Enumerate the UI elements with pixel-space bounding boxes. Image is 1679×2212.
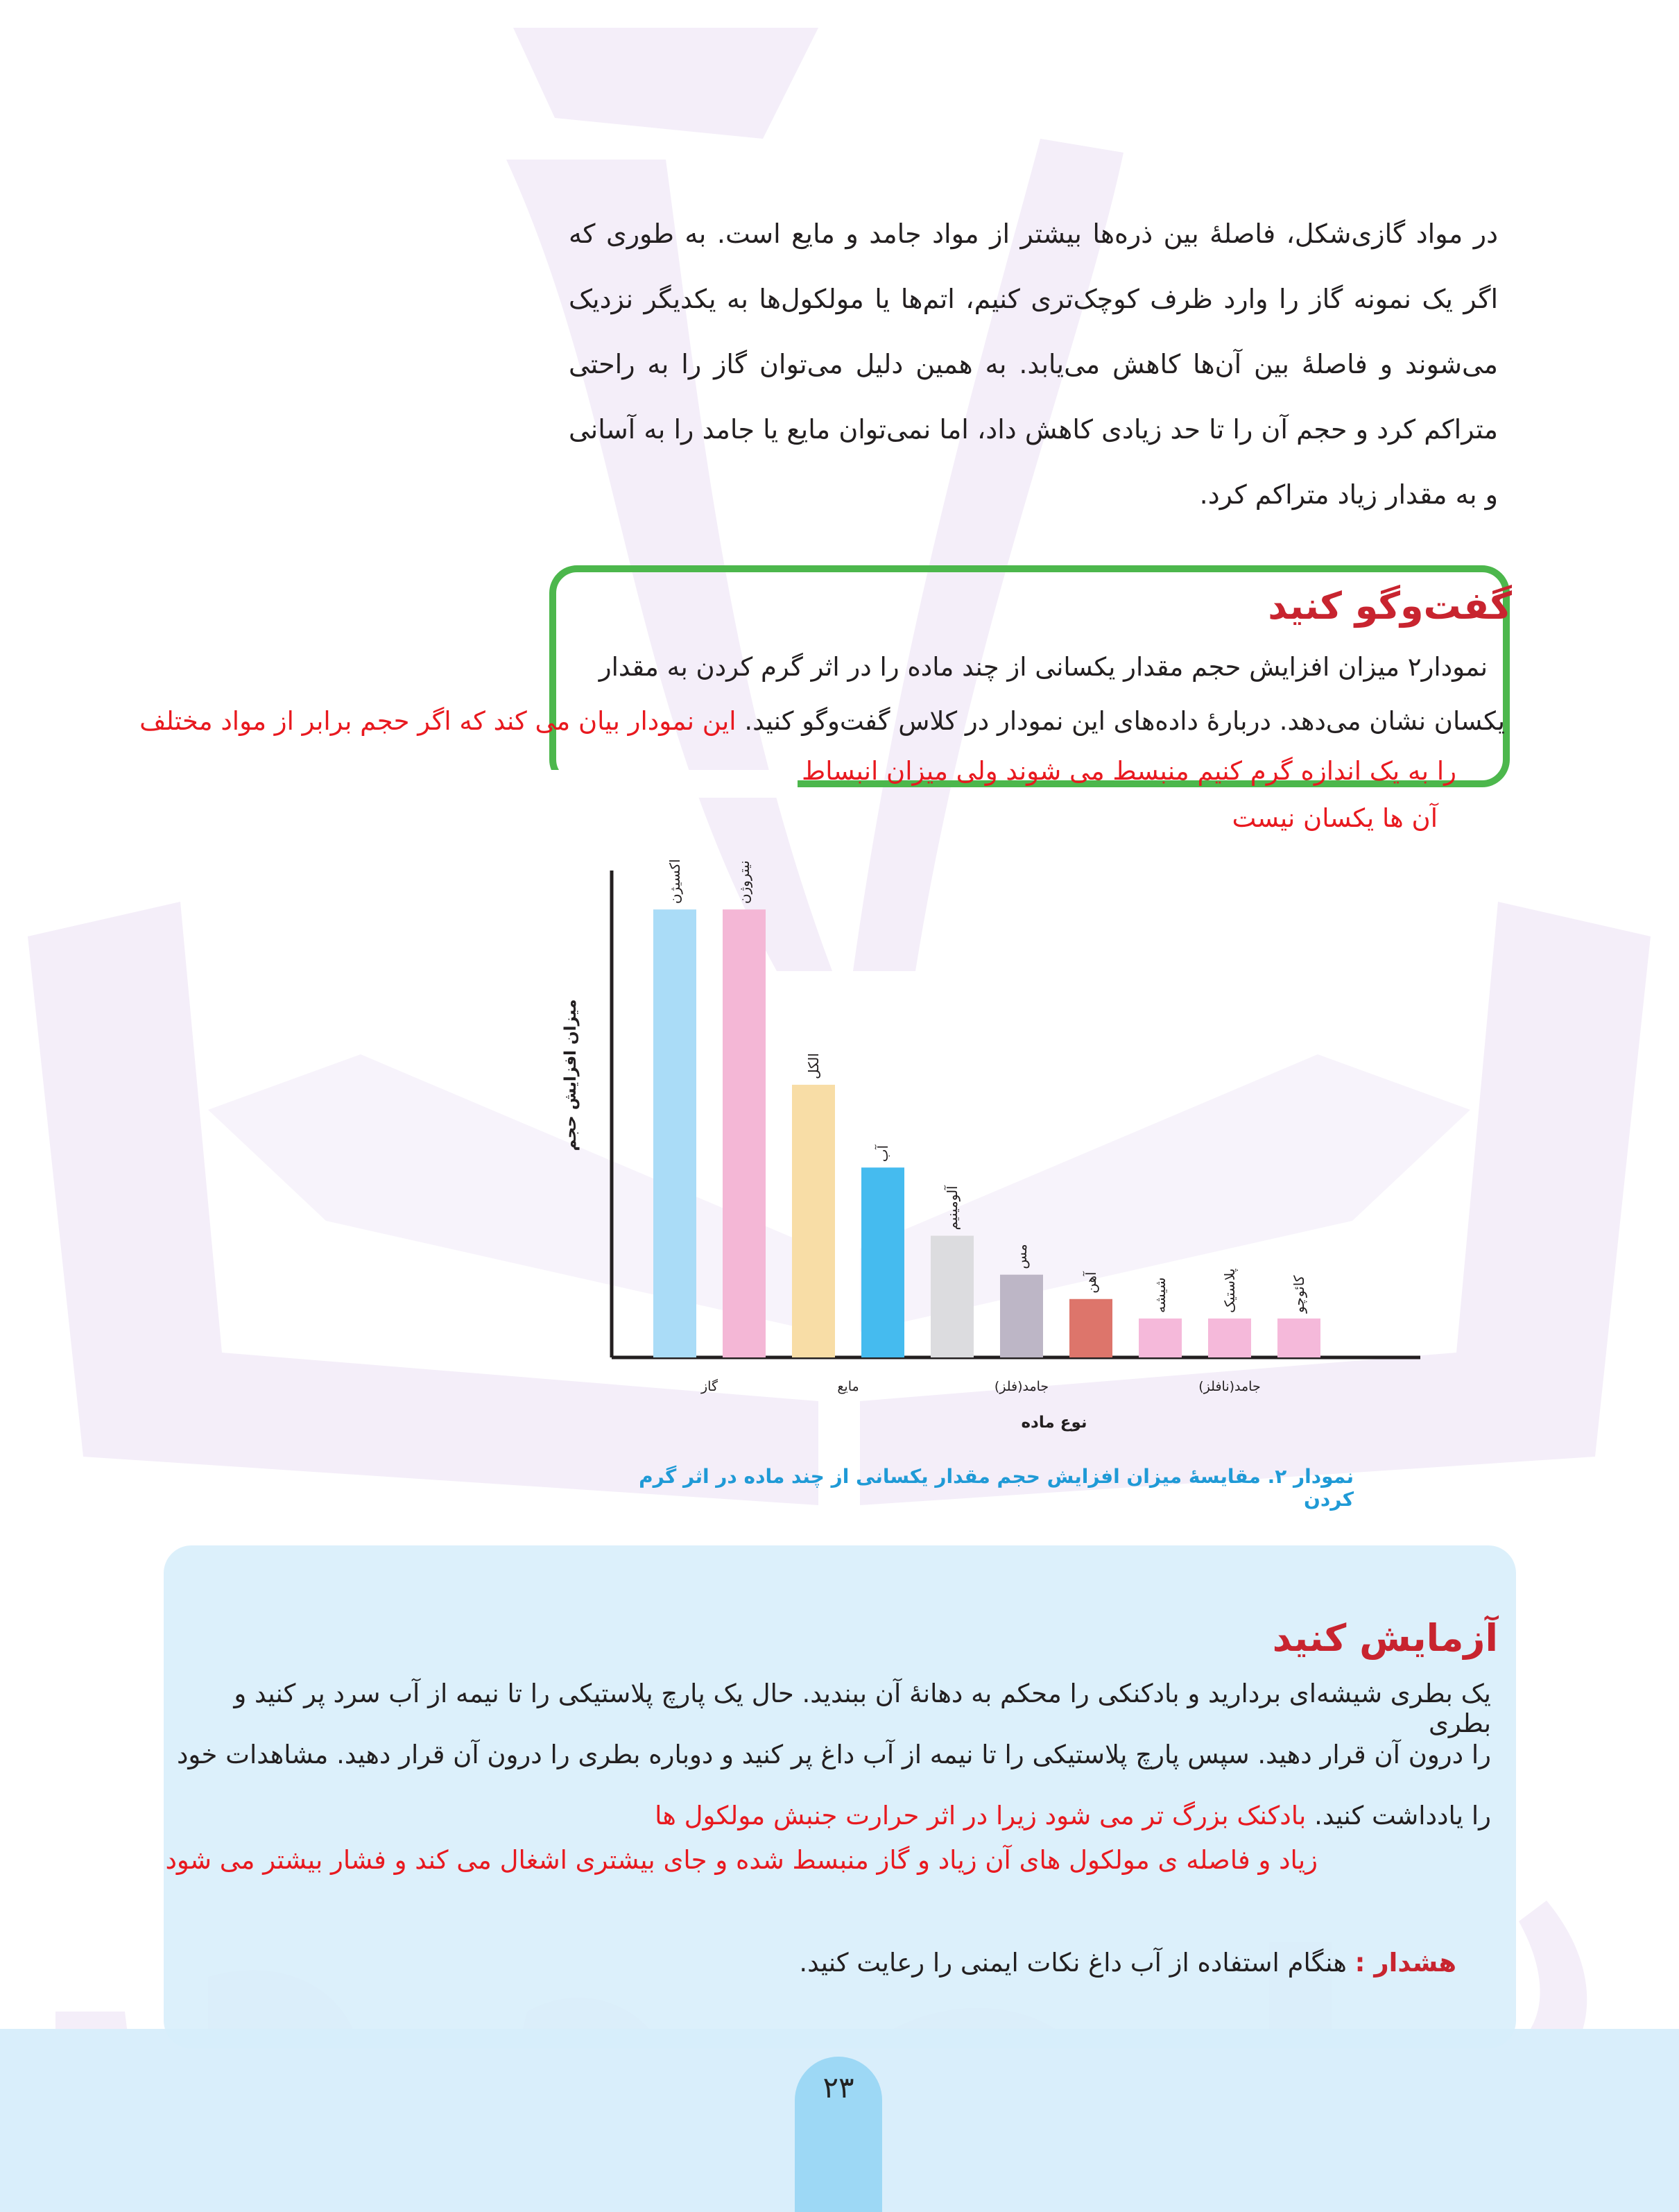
bar-label-10: کائوچو xyxy=(1291,1275,1307,1313)
bar-label-3: الکل xyxy=(805,1053,822,1079)
discussion-title: گفت‌وگو کنید xyxy=(1268,584,1512,628)
x-axis-label: نوع ماده xyxy=(1021,1414,1087,1432)
discussion-answer-start: این نمودار بیان می کند که اگر حجم برابر از مواد مختلف xyxy=(139,706,745,736)
bar-10 xyxy=(1277,1319,1320,1357)
discussion-answer-line-3: آن ها یکسان نیست xyxy=(1232,803,1438,833)
bar-4 xyxy=(861,1167,904,1357)
bar-label-8: شیشه xyxy=(1152,1277,1169,1313)
experiment-line-1: یک بطری شیشه‌ای بردارید و بادکنکی را محکم به دهانهٔ آن ببندید. حال یک پارچ پلاستیکی را تا نیمه از آب سرد پر کنید و بطری xyxy=(234,1679,1491,1738)
bar-chart xyxy=(527,853,1443,1471)
bar-3 xyxy=(792,1085,835,1357)
bar-label-5: آلومینیم xyxy=(944,1185,961,1231)
bar-1 xyxy=(653,909,696,1357)
bar-label-9: پلاستیک xyxy=(1221,1268,1238,1313)
experiment-answer-start: بادکنک بزرگ تر می شود زیرا در اثر حرارت جنبش مولکول ها xyxy=(655,1801,1315,1831)
discussion-line-1: نمودار۲ میزان افزایش حجم مقدار یکسانی از چند ماده را در اثر گرم کردن به مقدار xyxy=(599,652,1488,682)
experiment-warning xyxy=(763,1948,1456,1978)
group-label-2: مایع xyxy=(837,1379,859,1394)
experiment-line-3 xyxy=(173,1801,1491,1831)
experiment-title: آزمایش کنید xyxy=(1272,1616,1498,1660)
group-labels-group xyxy=(700,1378,1261,1394)
y-axis-label: میزان افزایش حجم xyxy=(562,999,580,1151)
discussion-line-2 xyxy=(42,706,1505,736)
experiment-line-2: را درون آن قرار دهید. سپس پارچ پلاستیکی را تا نیمه از آب داغ پر کنید و دوباره بطری را درون آن قرار دهید. مشاهدات خود xyxy=(176,1740,1491,1769)
group-label-1: گاز xyxy=(700,1379,718,1394)
chart-caption: نمودار ۲. مقایسهٔ میزان افزایش حجم مقدار یکسانی از چند ماده در اثر گرم کردن xyxy=(639,1465,1354,1511)
intro-paragraph: در مواد گازی‌شکل، فاصلهٔ بین ذره‌ها بیشتر از مواد جامد و مایع است. به طوری که اگر یک نمونه گاز را وارد ظرف کوچک‌تری کنیم، اتم‌ها یا مولکول‌ها به یکدیگر نزدیک می‌شوند و فاصلهٔ بین آن‌ها کاهش می‌یابد. به همین دلیل می‌توان گاز را به راحتی متراکم کرد و حجم آن را تا حد زیادی کاهش داد، اما نمی‌توان مایع یا جامد را به آسانی و به مقدار زیاد متراکم کرد. xyxy=(569,218,1498,510)
group-label-4: جامد(نافلز) xyxy=(1198,1379,1261,1394)
bar-label-6: مس xyxy=(1013,1244,1030,1269)
experiment-answer-line-2: زیاد و فاصله ی مولکول های آن زیاد و گاز منبسط شده و جای بیشتری اشغال می کند و فشار بیشتر می شود xyxy=(165,1845,1318,1875)
discussion-question-text: یکسان نشان می‌دهد. دربارهٔ داده‌های این نمودار در کلاس گفت‌وگو کنید. xyxy=(744,706,1505,736)
warning-text: هنگام استفاده از آب داغ نکات ایمنی را رعایت کنید. xyxy=(799,1948,1355,1978)
warning-label: هشدار : xyxy=(1354,1948,1456,1978)
bars-group xyxy=(653,909,1320,1357)
bar-8 xyxy=(1139,1319,1182,1357)
bar-9 xyxy=(1208,1319,1251,1357)
bar-label-2: نیتروژن xyxy=(736,860,752,904)
bar-5 xyxy=(931,1236,974,1358)
bar-6 xyxy=(1000,1275,1043,1357)
group-label-3: جامد(فلز) xyxy=(994,1379,1049,1394)
discussion-answer-line-2: را به یک اندازه گرم کنیم منبسط می شوند ولی میزان انبساط xyxy=(802,756,1456,786)
experiment-instruction-end: را یادداشت کنید. xyxy=(1314,1801,1491,1831)
bar-7 xyxy=(1069,1299,1112,1357)
bar-label-4: آب xyxy=(875,1144,891,1163)
page-number: ۲۳ xyxy=(795,2057,882,2212)
bar-2 xyxy=(723,909,766,1357)
bar-label-1: اکسیژن xyxy=(666,859,683,904)
bar-label-7: آهن xyxy=(1083,1271,1099,1294)
